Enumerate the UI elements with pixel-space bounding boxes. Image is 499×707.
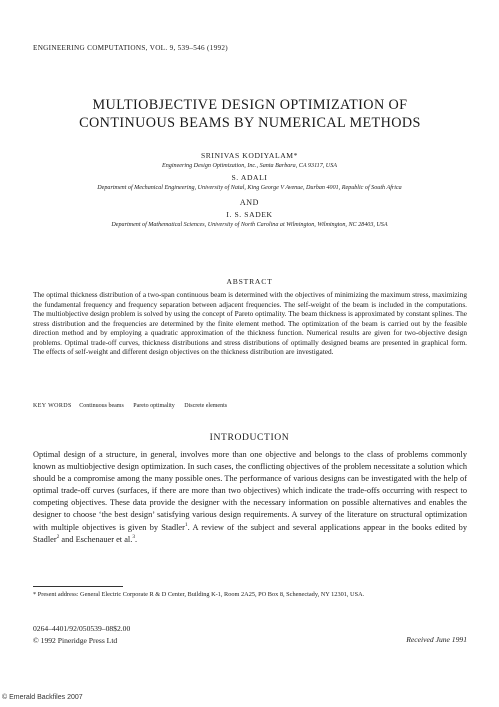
- archive-watermark: © Emerald Backfiles 2007: [2, 694, 83, 701]
- reference-1: 1: [184, 521, 188, 528]
- issn-code: 0264–4401/92/050539–08$2.00: [33, 624, 131, 633]
- keyword: Pareto optimality: [133, 403, 175, 409]
- article-title: [40, 96, 460, 132]
- author-affiliation-2: Department of Mechanical Engineering, University of Natal, King George V Avenue, Durban 4001, Republic of South Africa: [97, 185, 402, 191]
- intro-text-cont: . A review of the subject and several applications appear in the books edited by Stadler: [33, 522, 467, 544]
- publisher-info: [33, 623, 130, 647]
- keywords-label: KEY WORDS: [33, 403, 72, 409]
- author-name-1: SRINIVAS KODIYALAM*: [200, 151, 299, 160]
- intro-text-cont2: and Eschenauer et al.: [59, 534, 133, 544]
- footnote: * Present address: General Electric Corporate R & D Center, Building K-1, Room 2A25, PO Box 8, Schenectady, NY 12301, USA.: [33, 591, 365, 598]
- abstract-heading: ABSTRACT: [226, 277, 273, 286]
- author-block: [20, 150, 479, 230]
- title-line-1: MULTIOBJECTIVE DESIGN OPTIMIZATION OF: [92, 97, 408, 113]
- abstract-text: The optimal thickness distribution of a two-span continuous beam is determined with the objectives of minimizing the maximum stress, maximizing the fundamental frequency and frequency separation between adjacent frequencies. The self-weight of the beam is included in the computations. The multiobjective design problem is solved by using the concept of Pareto optimality. The beam thickness is approximated by constant splines. The stress distribution and the frequencies are determined by the finite element method. The optimization of the beam is carried out by the feasible direction method and by employing a quadratic approximation of the thickness function. Numerical results are given for two-objective design problems. Optimal trade-off curves, thickness distributions and stress distributions of optimally designed beams are presented in graphical form. The effects of self-weight and different design objectives on the thickness distribution are investigated.: [33, 290, 467, 357]
- copyright-line: © 1992 Pineridge Press Ltd: [33, 636, 118, 645]
- keyword: Discrete elements: [184, 403, 228, 409]
- received-date: Received June 1991: [406, 635, 467, 644]
- author-name-3: I. S. SADEK: [226, 210, 273, 219]
- author-affiliation-3: Department of Mathematical Sciences, University of North Carolina at Wilmington, Wilmington, NC 28403, USA: [111, 222, 388, 228]
- introduction-paragraph: [33, 449, 467, 546]
- keywords-line: [33, 403, 467, 409]
- title-line-2: CONTINUOUS BEAMS BY NUMERICAL METHODS: [79, 115, 421, 131]
- reference-2: 2: [56, 533, 60, 540]
- journal-citation: ENGINEERING COMPUTATIONS, VOL. 9, 539–546 (1992): [33, 44, 228, 52]
- intro-text-end: .: [135, 534, 138, 544]
- keyword: Continuous beams: [79, 403, 124, 409]
- footnote-divider: [33, 586, 123, 587]
- author-name-2: S. ADALI: [231, 173, 268, 182]
- and-separator: AND: [239, 198, 260, 207]
- author-affiliation-1: Engineering Design Optimization, Inc., Santa Barbara, CA 93117, USA: [162, 163, 337, 169]
- introduction-heading: INTRODUCTION: [209, 432, 290, 443]
- reference-3: 3: [132, 533, 136, 540]
- intro-text: Optimal design of a structure, in general, involves more than one objective and belongs to the class of problems commonly known as multiobjective design optimization. In such cases, the conflicting objectives of the problem necessitate a solution which should be a compromise among the many possible ones. The performance of various designs can be investigated with the help of optimal trade-off curves (surfaces, if there are more than two objectives) which indicate the trade-offs occurring with respect to competing objectives. These data provide the designer with the necessary information on possible alternatives and enables the designer to choose ‘the best design’ satisfying various design requirements. A survey of the literature on structural optimization with multiple objectives is given by Stadler: [33, 450, 467, 532]
